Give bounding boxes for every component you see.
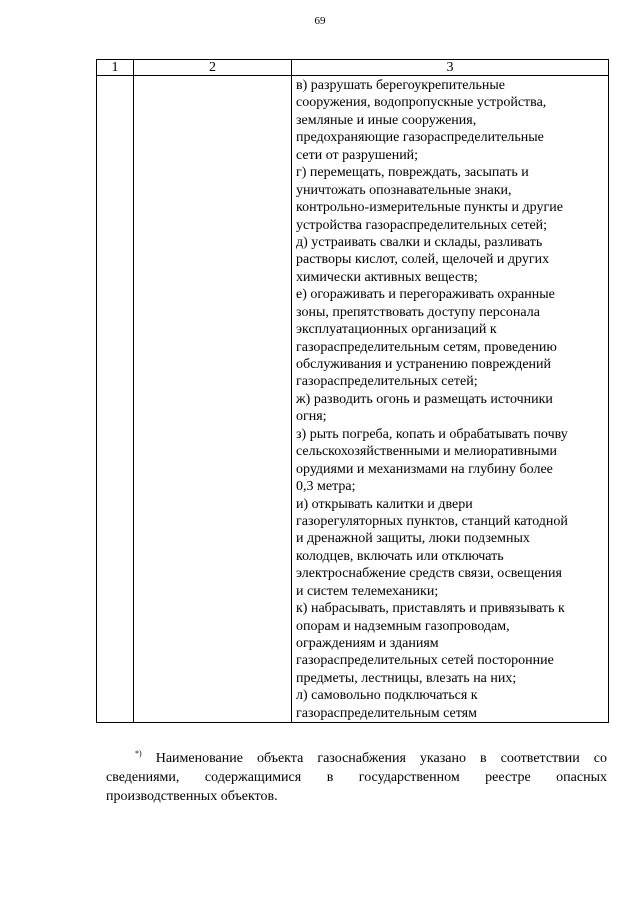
cell-column-3	[292, 76, 609, 723]
table-text-line: контрольно-измерительные пункты и другие	[296, 200, 563, 216]
footnote-line	[106, 744, 607, 768]
table-text-line: колодцев, включать или отключать	[296, 548, 504, 564]
table-text-line: газораспределительным сетям	[296, 705, 477, 721]
document-table	[96, 59, 609, 723]
table-text-line: л) самовольно подключаться к	[296, 688, 478, 704]
table-text-line: зоны, препятствовать доступу персонала	[296, 304, 540, 320]
table-text-line: эксплуатационных организаций к	[296, 322, 497, 338]
table-text-line: растворы кислот, солей, щелочей и других	[296, 252, 550, 268]
table-text-line: в) разрушать берегоукрепительные	[296, 78, 506, 93]
table-text-line: газораспределительным сетям, проведению	[296, 339, 557, 355]
table-text-line: опорам и надземным газопроводам,	[296, 618, 510, 634]
table-text-line: химически активных веществ;	[296, 269, 478, 285]
prohibitions-list	[296, 77, 604, 722]
table-text-line: сооружения, водопропускные устройства,	[296, 95, 547, 111]
header-cell-2: 2	[134, 60, 292, 76]
table-text-line: газорегуляторных пунктов, станций катодной	[296, 513, 568, 529]
footnote-marker: *)	[135, 749, 142, 758]
table-text-line: газораспределительных сетей посторонние	[296, 653, 554, 669]
table-text-line: огня;	[296, 409, 327, 425]
table-text-line: ограждениям и зданиям	[296, 636, 439, 651]
table-text-line: устройства газораспределительных сетей;	[296, 217, 548, 233]
table-text-line: сельскохозяйственными и мелиоративными	[296, 444, 558, 460]
table-text-line: 0,3 метра;	[296, 479, 356, 495]
footnote	[106, 744, 607, 806]
cell-column-1	[97, 76, 134, 723]
table-text-line: ж) разводить огонь и размещать источники	[296, 391, 553, 407]
page-number: 69	[314, 15, 326, 27]
table-body-row	[97, 76, 609, 723]
footnote-line: сведениями, содержащимися в государственном реестре опасных	[106, 770, 607, 785]
table-text-line: е) огораживать и перегораживать охранные	[296, 287, 555, 303]
table-text-line: земляные и иные сооружения,	[296, 112, 477, 128]
header-cell-1: 1	[97, 60, 134, 76]
table-text-line: к) набрасывать, приставлять и привязывать к	[296, 601, 565, 617]
table-text-line: сети от разрушений;	[296, 147, 419, 163]
table-text-line: предохраняющие газораспределительные	[296, 130, 544, 146]
table-text-line: орудиями и механизмами на глубину более	[296, 461, 553, 477]
table-header-row	[97, 60, 609, 76]
table-text-line: и систем телемеханики;	[296, 583, 439, 599]
table-text-line: предметы, лестницы, влезать на них;	[296, 670, 517, 686]
table-text-line: и) открывать калитки и двери	[296, 496, 473, 512]
table-text-line: газораспределительных сетей;	[296, 374, 478, 390]
table-text-line: д) устраивать свалки и склады, разливать	[296, 234, 543, 250]
footnote-line: производственных объектов.	[106, 789, 278, 804]
table-text-line: электроснабжение средств связи, освещения	[296, 566, 562, 582]
cell-column-2	[134, 76, 292, 723]
table-text-line: и дренажной защиты, люки подземных	[296, 531, 530, 547]
table-text-line: уничтожать опознавательные знаки,	[296, 182, 512, 198]
table-text-line: г) перемещать, повреждать, засыпать и	[296, 165, 529, 181]
footnote-text: Наименование объекта газоснабжения указано в соответствии со	[155, 751, 607, 766]
table-text-line: обслуживания и устранению повреждений	[296, 357, 552, 372]
header-cell-3: 3	[292, 60, 609, 76]
table-text-line: з) рыть погреба, копать и обрабатывать почву	[296, 426, 568, 442]
